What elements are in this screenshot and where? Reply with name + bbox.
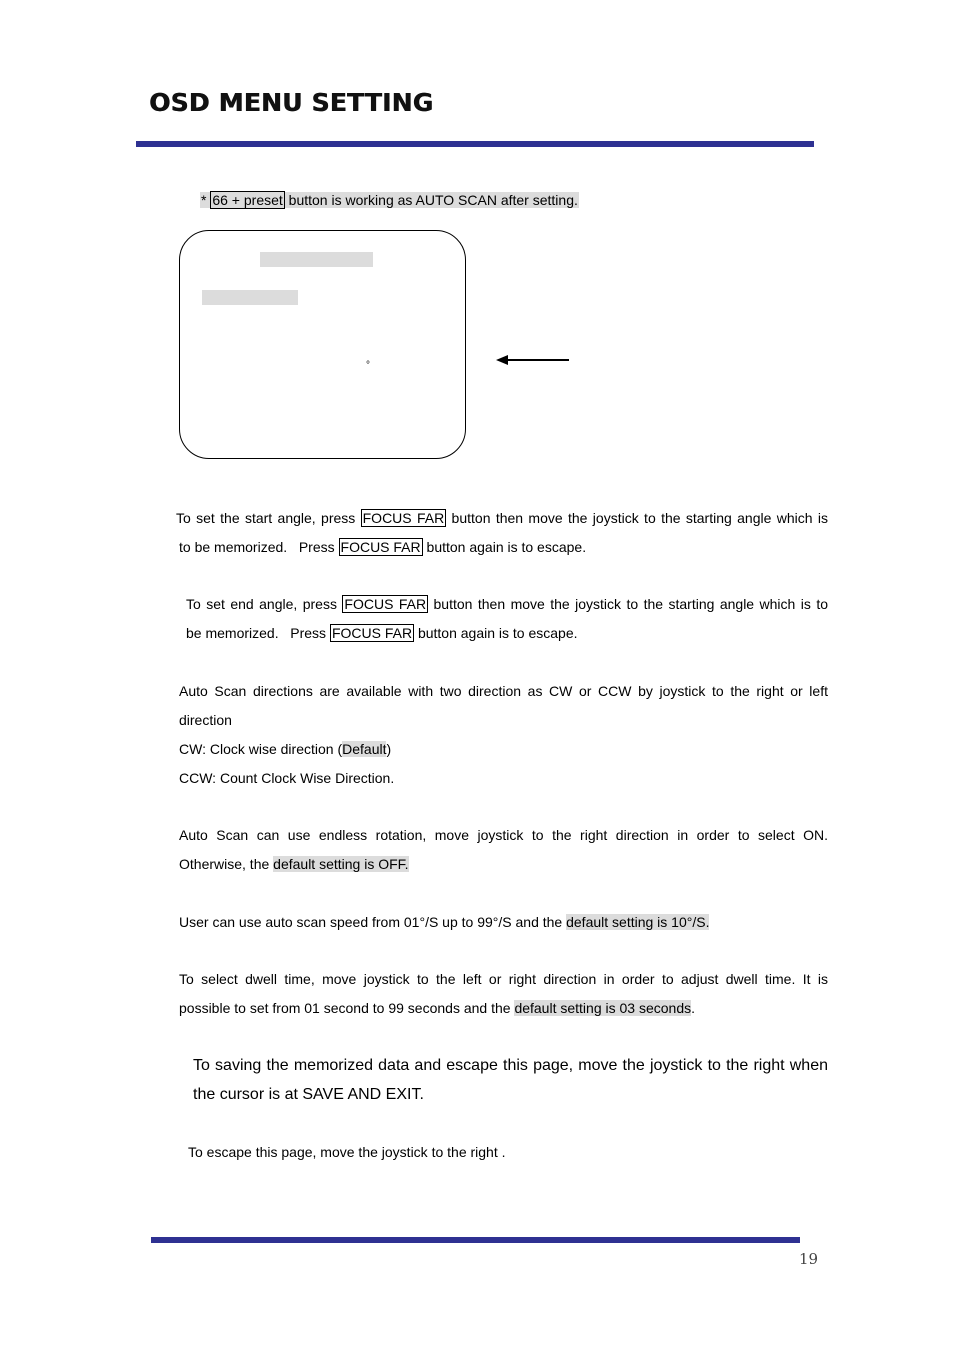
dwell-default-highlight: default setting is 03 seconds bbox=[514, 1000, 692, 1016]
start-angle-line-1 bbox=[176, 504, 828, 533]
note-prefix: * bbox=[201, 192, 211, 208]
dwell-line-1: To select dwell time, move joystick to the left or right direction in order to adjust dwell time. It is bbox=[179, 971, 828, 987]
start-angle-paragraph bbox=[176, 504, 828, 562]
escape-paragraph bbox=[188, 1138, 828, 1167]
page-title: OSD MENU SETTING bbox=[149, 88, 434, 117]
start-angle-line-2 bbox=[176, 533, 828, 562]
note-text: button is working as AUTO SCAN after setting. bbox=[284, 192, 578, 208]
direction-line-2: direction bbox=[179, 712, 232, 728]
end-angle-line-1 bbox=[186, 590, 828, 619]
start-angle-text-d: button again is to escape. bbox=[422, 539, 587, 555]
footer-rule bbox=[151, 1237, 800, 1243]
speed-default-highlight: default setting is 10°/S. bbox=[566, 914, 710, 930]
endless-line-2 bbox=[179, 850, 828, 879]
cw-text: CW: Clock wise direction ( bbox=[179, 741, 343, 757]
dwell-text: possible to set from 01 second to 99 seconds and the bbox=[179, 1000, 515, 1016]
cw-line bbox=[179, 735, 828, 764]
speed-paragraph bbox=[179, 908, 828, 937]
dwell-paragraph bbox=[179, 965, 828, 1023]
start-angle-text-c: to be memorized. Press bbox=[179, 539, 339, 555]
focus-far-key: FOCUS FAR bbox=[331, 625, 413, 641]
endless-line-1: Auto Scan can use endless rotation, move joystick to the right direction in order to select ON. bbox=[179, 827, 828, 843]
dwell-line-2 bbox=[179, 994, 828, 1023]
osd-degree-symbol: ° bbox=[366, 360, 370, 371]
start-angle-text-b: button then move the joystick to the starting angle which is bbox=[446, 510, 828, 526]
direction-paragraph bbox=[179, 677, 828, 793]
preset-key: 66 + preset bbox=[212, 192, 283, 208]
dwell-period: . bbox=[691, 1000, 695, 1016]
end-angle-text-c: be memorized. Press bbox=[186, 625, 330, 641]
end-angle-text-a: To set end angle, press bbox=[186, 596, 343, 612]
save-exit-line-1: To saving the memorized data and escape this page, move the joystick to the right when bbox=[193, 1057, 828, 1074]
direction-line-1: Auto Scan directions are available with two direction as CW or CCW by joystick to the right or left bbox=[179, 683, 828, 699]
osd-title-bar bbox=[260, 252, 373, 267]
focus-far-key: FOCUS FAR bbox=[362, 510, 445, 526]
auto-scan-note bbox=[200, 192, 579, 208]
save-exit-paragraph bbox=[193, 1051, 828, 1109]
end-angle-text-b: button then move the joystick to the starting angle which is to bbox=[428, 596, 828, 612]
cw-close: ) bbox=[386, 741, 392, 757]
osd-screen-frame bbox=[179, 230, 466, 459]
end-angle-line-2 bbox=[186, 619, 828, 648]
ccw-line: CCW: Count Clock Wise Direction. bbox=[179, 770, 395, 786]
escape-line: To escape this page, move the joystick to the right . bbox=[188, 1144, 506, 1160]
speed-line bbox=[179, 908, 828, 937]
page-number: 19 bbox=[799, 1250, 819, 1268]
endless-default-highlight: default setting is OFF. bbox=[273, 856, 409, 872]
speed-text: User can use auto scan speed from 01°/S up to 99°/S and the bbox=[179, 914, 567, 930]
focus-far-key: FOCUS FAR bbox=[340, 539, 421, 555]
endless-paragraph bbox=[179, 821, 828, 879]
endless-text: Otherwise, the bbox=[179, 856, 274, 872]
start-angle-text-a: To set the start angle, press bbox=[176, 510, 361, 526]
save-exit-line-2: the cursor is at SAVE AND EXIT. bbox=[193, 1086, 424, 1103]
focus-far-key: FOCUS FAR bbox=[344, 596, 427, 612]
end-angle-text-d: button again is to escape. bbox=[414, 625, 578, 641]
cw-default-highlight: Default bbox=[342, 741, 387, 757]
header-rule bbox=[136, 141, 814, 147]
end-angle-paragraph bbox=[186, 590, 828, 648]
pointer-arrow-icon bbox=[494, 352, 574, 368]
osd-item-bar bbox=[202, 290, 298, 305]
